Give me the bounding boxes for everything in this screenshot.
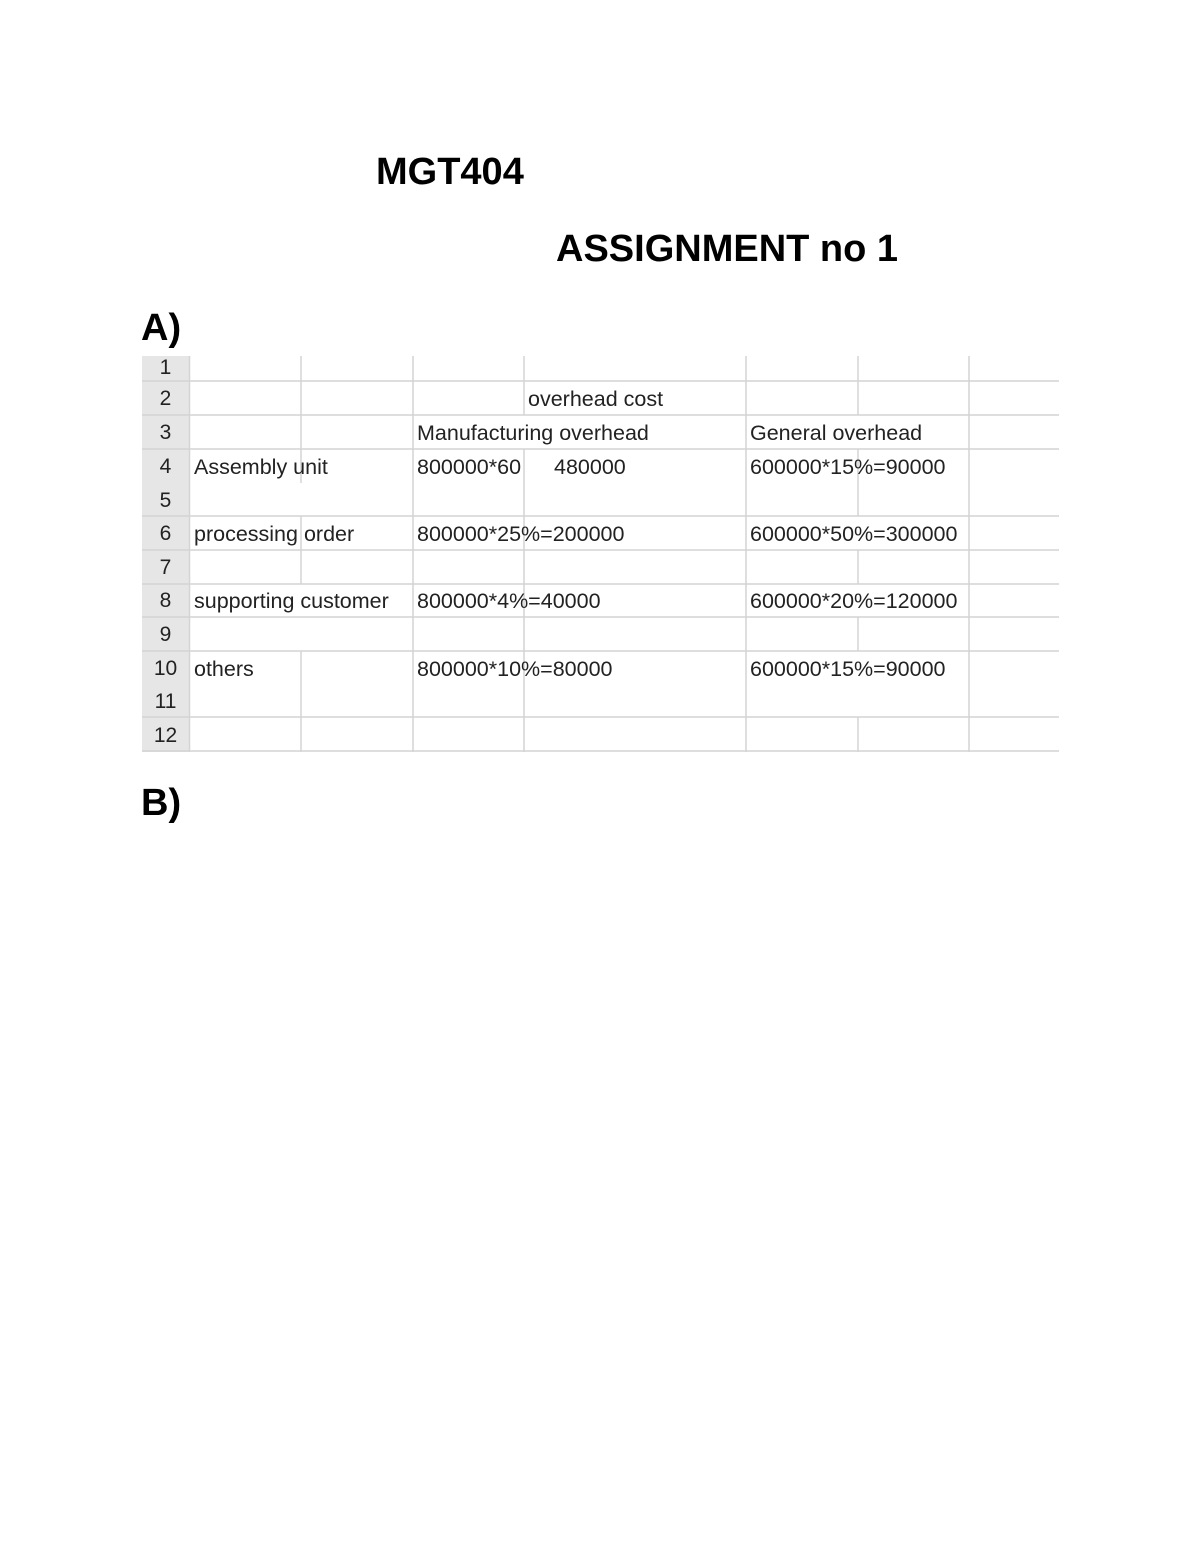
cell-assembly-mfg-value: 480000 [554, 455, 626, 479]
section-b-label: B) [141, 782, 182, 824]
cell-others-mfg: 800000*10%=80000 [417, 657, 613, 681]
cell-general-overhead: General overhead [750, 421, 923, 445]
row-number-10: 10 [153, 657, 178, 680]
row-number-8: 8 [159, 589, 172, 612]
cell-others: others [194, 657, 254, 681]
document-title: MGT404 [376, 151, 524, 193]
row-number-4: 4 [159, 455, 172, 478]
spreadsheet-screenshot [142, 356, 1059, 752]
row-number-11: 11 [154, 690, 177, 713]
spreadsheet-gridlines [142, 356, 1059, 752]
document-subtitle: ASSIGNMENT no 1 [556, 228, 899, 270]
row-number-9: 9 [159, 623, 172, 646]
cell-assembly-mfg-formula: 800000*60 [417, 455, 522, 479]
row-number-5: 5 [159, 489, 172, 512]
cell-supporting-customer: supporting customer [194, 589, 389, 613]
row-number-6: 6 [159, 522, 172, 545]
cell-manufacturing-overhead: Manufacturing overhead [417, 421, 649, 445]
cell-supporting-mfg: 800000*4%=40000 [417, 589, 601, 613]
cell-processing-mfg: 800000*25%=200000 [417, 522, 625, 546]
cell-processing-order: processing order [194, 522, 355, 546]
cell-assembly-unit: Assembly unit [194, 455, 328, 479]
cell-supporting-general: 600000*20%=120000 [750, 589, 958, 613]
cell-overhead-cost: overhead cost [528, 387, 664, 411]
cell-others-general: 600000*15%=90000 [750, 657, 946, 681]
section-a-label: A) [141, 307, 182, 349]
row-number-2: 2 [159, 387, 172, 410]
cell-assembly-general: 600000*15%=90000 [750, 455, 946, 479]
cell-processing-general: 600000*50%=300000 [750, 522, 958, 546]
row-number-7: 7 [159, 556, 172, 579]
row-number-3: 3 [159, 421, 172, 444]
row-number-1: 1 [159, 356, 172, 379]
row-number-12: 12 [153, 724, 178, 747]
